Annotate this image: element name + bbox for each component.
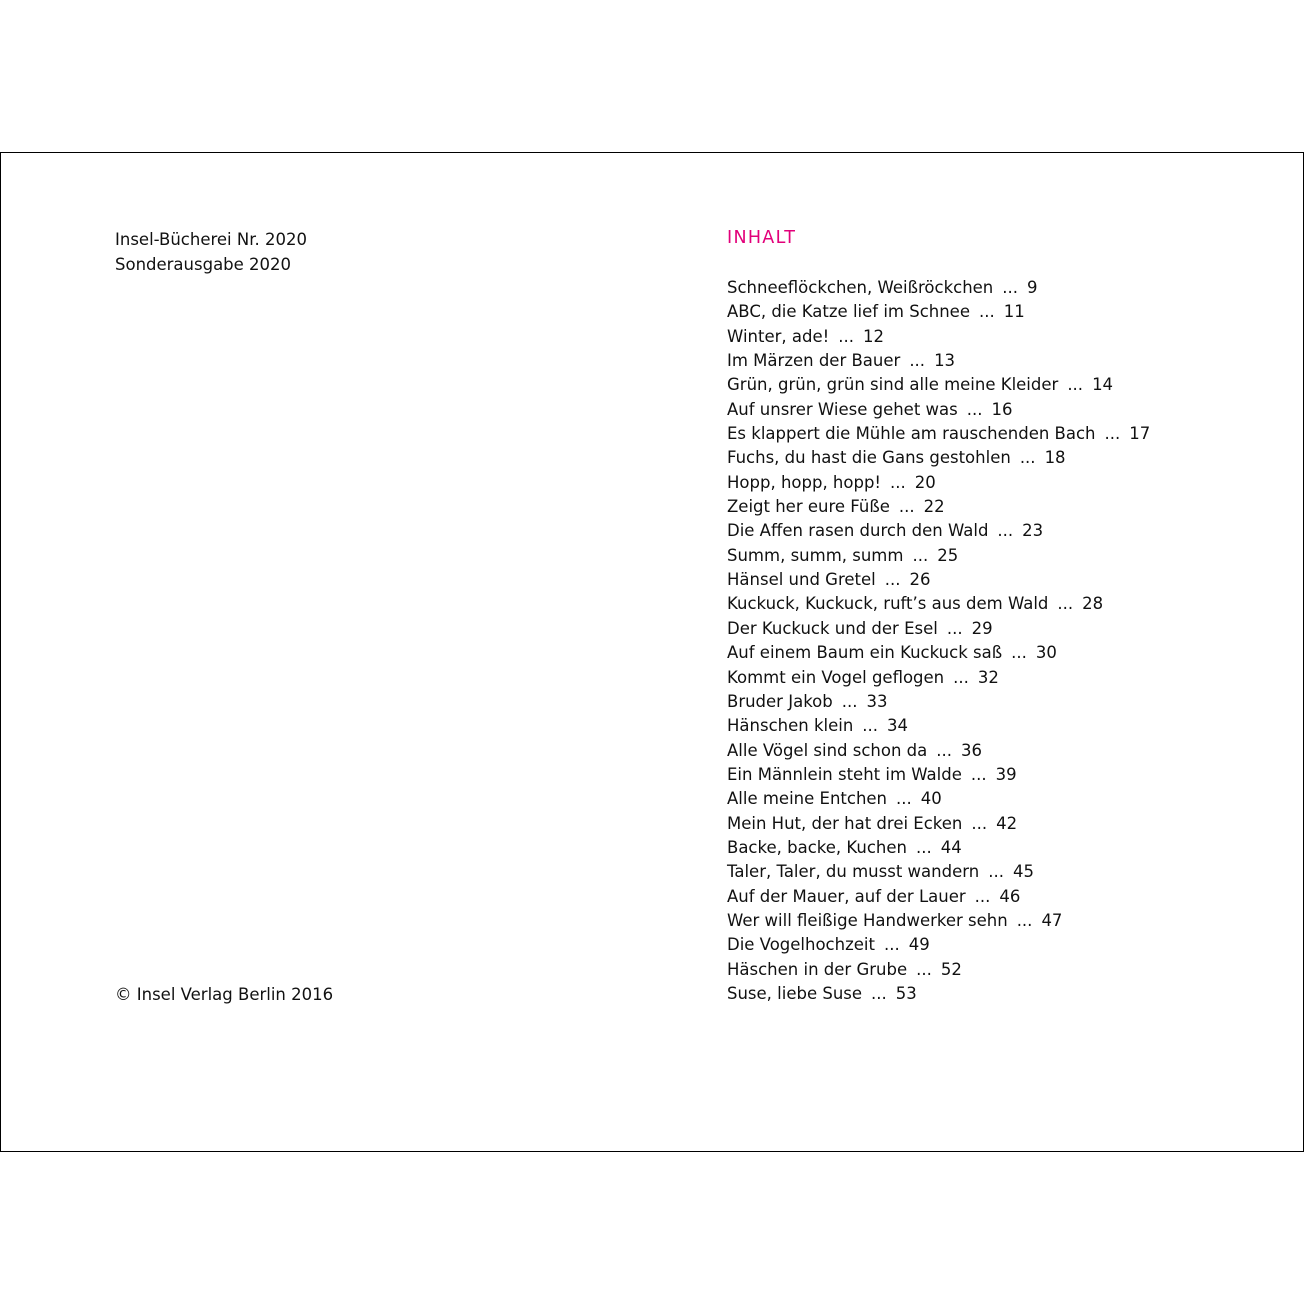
toc-entry-page-number: 18 <box>1044 448 1066 468</box>
book-spread <box>0 152 1304 1152</box>
toc-entry <box>727 568 1287 592</box>
toc-entry-separator: ... <box>916 959 932 979</box>
toc-entry-separator: ... <box>953 667 969 687</box>
toc-entry-separator: ... <box>988 862 1004 882</box>
toc-entry-page-number: 44 <box>940 837 962 857</box>
toc-entry <box>727 690 1287 714</box>
toc-entry-separator: ... <box>841 691 858 711</box>
toc-entry-separator: ... <box>1002 278 1019 297</box>
toc-entry <box>727 763 1287 787</box>
toc-entry <box>727 300 1287 324</box>
toc-entry-title: Die Affen rasen durch den Wald <box>727 521 989 541</box>
toc-entry-title: Taler, Taler, du musst wandern <box>727 862 980 882</box>
toc-entry-title: Häschen in der Grube <box>727 959 908 979</box>
toc-entry-page-number: 30 <box>1035 643 1057 663</box>
toc-entry-title: Summ, summ, summ <box>727 545 904 565</box>
toc-entry-separator: ... <box>862 716 879 736</box>
toc-entry-separator: ... <box>896 789 912 809</box>
toc-entry <box>727 325 1287 349</box>
toc-entry-page-number: 45 <box>1012 862 1034 882</box>
toc-entry-page-number: 47 <box>1041 910 1063 930</box>
toc-entry-title: Auf einem Baum ein Kuckuck saß <box>727 643 1003 663</box>
toc-entry-page-number: 42 <box>996 813 1018 833</box>
toc-entry-separator: ... <box>1019 448 1036 468</box>
toc-entry-separator: ... <box>915 837 932 857</box>
toc-entry <box>727 641 1287 665</box>
toc-entry-page-number: 14 <box>1092 375 1114 395</box>
toc-entry-page-number: 39 <box>995 764 1017 784</box>
toc-entry-page-number: 46 <box>999 886 1021 906</box>
toc-entry-separator: ... <box>974 886 991 906</box>
toc-entry <box>727 860 1287 884</box>
series-line: Insel-Bücherei Nr. 2020 <box>115 230 307 249</box>
toc-entry <box>727 276 1287 300</box>
toc-entry-title: Hopp, hopp, hopp! <box>727 472 882 492</box>
edition-line: Sonderausgabe 2020 <box>115 254 292 274</box>
toc-entry-page-number: 33 <box>866 691 888 711</box>
toc-entry-title: Alle meine Entchen <box>727 789 888 809</box>
toc-entry-title: Im Märzen der Bauer <box>727 351 901 371</box>
toc-entry <box>727 471 1287 495</box>
toc-entry <box>727 982 1287 1006</box>
toc-entry-page-number: 28 <box>1082 594 1104 614</box>
toc-entry-title: Kuckuck, Kuckuck, ruft’s aus dem Wald <box>727 594 1049 614</box>
toc-entry-page-number: 22 <box>923 497 945 517</box>
toc-entry-separator: ... <box>970 764 987 784</box>
table-of-contents <box>727 276 1287 1006</box>
toc-entry-separator: ... <box>883 935 900 955</box>
right-page-contents <box>727 226 1287 1106</box>
toc-entry-separator: ... <box>971 813 988 833</box>
toc-entry-title: ABC, die Katze lief im Schnee <box>727 302 970 322</box>
toc-entry <box>727 495 1287 519</box>
toc-entry-separator: ... <box>1011 643 1027 663</box>
contents-heading: INHALT <box>727 228 797 248</box>
toc-entry <box>727 446 1287 470</box>
toc-entry <box>727 739 1287 763</box>
toc-entry <box>727 909 1287 933</box>
toc-entry <box>727 933 1287 957</box>
toc-entry-title: Hänsel und Gretel <box>727 570 876 590</box>
toc-entry <box>727 666 1287 690</box>
toc-entry <box>727 592 1287 616</box>
toc-entry-title: Winter, ade! <box>727 326 830 346</box>
toc-entry-page-number: 36 <box>961 740 983 760</box>
toc-entry-separator: ... <box>1057 594 1074 614</box>
toc-entry-page-number: 13 <box>934 351 956 371</box>
toc-entry-separator: ... <box>884 570 901 590</box>
toc-entry-separator: ... <box>912 545 929 565</box>
toc-entry-title: Zeigt her eure Füße <box>727 497 890 517</box>
toc-entry-page-number: 40 <box>920 789 942 809</box>
toc-entry-title: Es klappert die Mühle am rauschenden Bach <box>727 424 1096 444</box>
toc-entry <box>727 544 1287 568</box>
toc-entry <box>727 617 1287 641</box>
toc-entry-page-number: 49 <box>908 935 930 955</box>
toc-entry <box>727 349 1287 373</box>
toc-entry-separator: ... <box>979 302 995 322</box>
toc-entry-page-number: 23 <box>1022 521 1044 541</box>
toc-entry <box>727 958 1287 982</box>
toc-entry <box>727 398 1287 422</box>
toc-entry-page-number: 17 <box>1129 424 1151 444</box>
toc-entry-title: Hänschen klein <box>727 716 854 736</box>
toc-entry <box>727 787 1287 811</box>
toc-entry-page-number: 12 <box>863 326 884 346</box>
toc-entry-title: Der Kuckuck und der Esel <box>727 618 938 638</box>
toc-entry-separator: ... <box>898 497 915 517</box>
toc-entry-title: Ein Männlein steht im Walde <box>727 764 962 784</box>
toc-entry-page-number: 34 <box>887 716 909 736</box>
left-page-imprint <box>115 228 595 1088</box>
toc-entry-page-number: 16 <box>991 399 1013 419</box>
toc-entry-separator: ... <box>936 740 953 760</box>
toc-entry-title: Kommt ein Vogel geflogen <box>727 667 945 687</box>
toc-entry <box>727 885 1287 909</box>
toc-entry-title: Auf unsrer Wiese gehet was <box>727 399 958 419</box>
imprint-block <box>115 228 307 277</box>
toc-entry-separator: ... <box>871 983 887 1003</box>
toc-entry-separator: ... <box>838 326 854 346</box>
toc-entry-title: Auf der Mauer, auf der Lauer <box>727 886 966 906</box>
toc-entry-title: Die Vogelhochzeit <box>727 935 875 955</box>
toc-entry-page-number: 26 <box>909 570 931 590</box>
toc-entry-title: Bruder Jakob <box>727 691 833 711</box>
toc-entry-page-number: 25 <box>937 545 959 565</box>
toc-entry-page-number: 29 <box>971 618 993 638</box>
toc-entry-title: Grün, grün, grün sind alle meine Kleider <box>727 375 1059 395</box>
toc-entry-separator: ... <box>946 618 963 638</box>
toc-entry-page-number: 20 <box>914 472 936 492</box>
toc-entry-separator: ... <box>909 351 926 371</box>
toc-entry <box>727 812 1287 836</box>
toc-entry <box>727 836 1287 860</box>
toc-entry <box>727 373 1287 397</box>
toc-entry-title: Mein Hut, der hat drei Ecken <box>727 813 963 833</box>
toc-entry-separator: ... <box>1016 910 1033 930</box>
toc-entry-separator: ... <box>890 472 906 492</box>
toc-entry <box>727 519 1287 543</box>
toc-entry <box>727 422 1287 446</box>
toc-entry-separator: ... <box>966 399 983 419</box>
toc-entry-title: Backe, backe, Kuchen <box>727 837 907 857</box>
toc-entry-title: Schneeflöckchen, Weißröckchen <box>727 278 994 297</box>
toc-entry-title: Suse, liebe Suse <box>727 983 863 1003</box>
toc-entry-title: Wer will fleißige Handwerker sehn <box>727 910 1008 930</box>
toc-entry-separator: ... <box>997 521 1014 541</box>
toc-entry-page-number: 32 <box>977 667 999 687</box>
toc-entry-page-number: 53 <box>895 983 917 1003</box>
toc-entry-separator: ... <box>1067 375 1084 395</box>
toc-entry <box>727 714 1287 738</box>
toc-entry-page-number: 9 <box>1027 278 1038 297</box>
toc-entry-title: Fuchs, du hast die Gans gestohlen <box>727 448 1011 468</box>
copyright-notice: © Insel Verlag Berlin 2016 <box>115 985 334 1004</box>
toc-entry-title: Alle Vögel sind schon da <box>727 740 928 760</box>
toc-entry-page-number: 52 <box>940 959 962 979</box>
toc-entry-separator: ... <box>1104 424 1121 444</box>
toc-entry-page-number: 11 <box>1003 302 1025 322</box>
